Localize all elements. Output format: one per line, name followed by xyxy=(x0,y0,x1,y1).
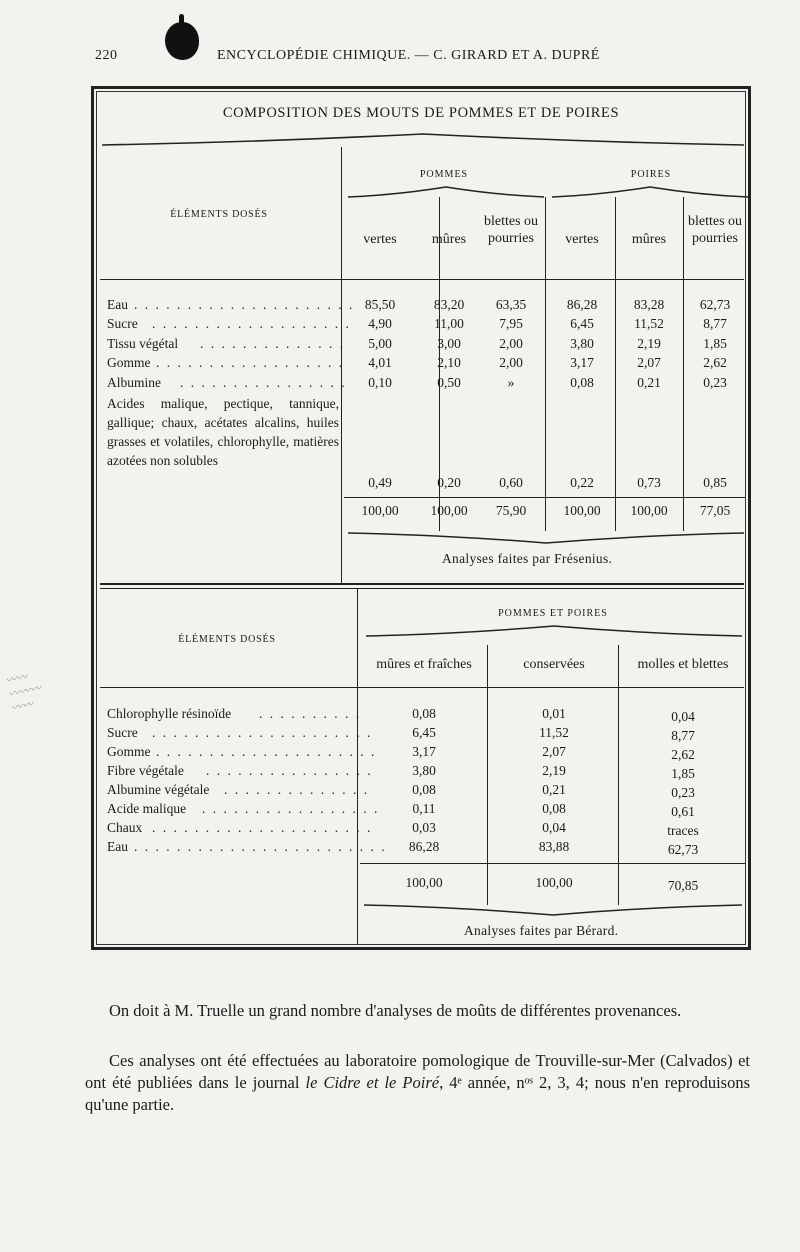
table2-cell: 8,77 xyxy=(671,728,695,743)
table2-total: 100,00 xyxy=(405,875,443,890)
table1-cell: 0,10 xyxy=(368,375,392,390)
running-head xyxy=(0,48,800,68)
table1-total: 100,00 xyxy=(563,503,601,518)
table1-cell: 1,85 xyxy=(703,336,727,351)
col-poires-mures: mûres xyxy=(631,232,667,247)
col-divider xyxy=(618,645,619,905)
group-pommes: POMMES xyxy=(419,169,469,180)
leader-dots: . . . . . . . . . . . . . . . . xyxy=(206,763,373,778)
page-number: 220 xyxy=(95,48,118,63)
col-pommes-blettes: blettes ou pourries xyxy=(483,214,539,246)
table1-cell: 2,00 xyxy=(499,336,523,351)
group-poires: POIRES xyxy=(630,169,672,180)
table2-row-header: ÉLÉMENTS DOSÉS xyxy=(178,634,276,645)
table1-cell: 6,45 xyxy=(570,316,594,331)
table2-cell: 62,73 xyxy=(667,842,699,857)
brace-pommes xyxy=(346,185,546,199)
paragraph-analyses-text: Ces analyses ont été effectuées au laboratoire pomologique de Trouville-sur-Mer (Calvados) et ont été publiées dans le journal xyxy=(85,1051,750,1092)
col-mures-fraiches: mûres et fraîches xyxy=(376,657,472,672)
table2-row-label: Chlorophylle résinoïde xyxy=(107,706,232,721)
table2-cell: 1,85 xyxy=(671,766,695,781)
leader-dots: . . . . . . . . . . . . . . . . xyxy=(180,375,347,390)
table1-row-label: Gomme xyxy=(107,355,151,370)
table1-row-header: ÉLÉMENTS DOSÉS xyxy=(170,209,268,220)
table1-cell: 4,01 xyxy=(368,355,392,370)
table1-cell: 2,10 xyxy=(437,355,461,370)
table1-cell: 0,50 xyxy=(437,375,461,390)
col-pommes-mures: mûres xyxy=(431,232,467,247)
leader-dots: . . . . . . . . . . . . . . . . . . . . . xyxy=(134,297,355,312)
table1-cell: 83,20 xyxy=(433,297,465,312)
table1-cell: 3,00 xyxy=(437,336,461,351)
paragraph-analyses xyxy=(85,1050,750,1116)
table1-row-label: Eau xyxy=(107,297,128,312)
table1-row-label: Albumine xyxy=(107,375,161,390)
table2-cell: 0,01 xyxy=(542,706,566,721)
table1-total-rule xyxy=(344,497,746,498)
table1-cell: 0,22 xyxy=(570,475,594,490)
table2-row-label: Sucre xyxy=(107,725,138,740)
table1-cell: 4,90 xyxy=(368,316,392,331)
table1-row-label: Sucre xyxy=(107,316,138,331)
table1-cell: 86,28 xyxy=(566,297,598,312)
col-molles-blettes: molles et blettes xyxy=(637,657,729,672)
leader-dots: . . . . . . . . . . . . . . . . . . . . . xyxy=(152,820,373,835)
table1-cell: 0,08 xyxy=(570,375,594,390)
table2-note: Analyses faites par Bérard. xyxy=(464,923,619,938)
table2-cell: traces xyxy=(667,823,699,838)
table2-group-brace xyxy=(364,624,744,638)
table2-cell: 0,08 xyxy=(542,801,566,816)
table2-row-label: Fibre végétale xyxy=(107,763,184,778)
leader-dots: . . . . . . . . . . . . . . . . . . xyxy=(156,355,345,370)
table1-cell: 0,21 xyxy=(637,375,661,390)
leader-dots: . . . . . . . . . . . . . . . . . . . . . xyxy=(156,744,377,759)
table2-cell: 3,17 xyxy=(412,744,436,759)
table2-bottom-brace xyxy=(362,903,744,917)
table1-cell: 63,35 xyxy=(495,297,527,312)
table2-cell: 0,04 xyxy=(542,820,566,835)
table2-cell: 2,62 xyxy=(671,747,695,762)
leader-dots: . . . . . . . . . . . . . . xyxy=(200,336,346,351)
col-conservees: conservées xyxy=(523,657,585,672)
table1-cell: 3,80 xyxy=(570,336,594,351)
table1-cell: 0,73 xyxy=(637,475,661,490)
table1-cell: 2,62 xyxy=(703,355,727,370)
journal-title: le Cidre et le Poiré xyxy=(305,1073,440,1092)
table1-cell: 83,28 xyxy=(633,297,665,312)
table2-header-rule xyxy=(100,687,744,688)
table2-row-label: Albumine végétale xyxy=(107,782,210,797)
table2-cell: 3,80 xyxy=(412,763,436,778)
table2-cell: 0,04 xyxy=(671,709,695,724)
table1-cell: 62,73 xyxy=(699,297,731,312)
table2-cell: 0,08 xyxy=(412,706,436,721)
table2-cell: 6,45 xyxy=(412,725,436,740)
table1-cell: 0,23 xyxy=(703,375,727,390)
leader-dots: . . . . . . . . . . . . . . . . . . . . . xyxy=(152,725,373,740)
leader-dots: . . . . . . . . . . . . . . . . . . . . . . . . xyxy=(134,839,387,854)
leader-dots: . . . . . . . . . . . . . . . . . xyxy=(202,801,380,816)
table2-row-label: Gomme xyxy=(107,744,151,759)
brace-poires xyxy=(550,185,750,199)
leader-dots: . . . . . . . . . . xyxy=(259,706,362,721)
table1-cell: 3,17 xyxy=(570,355,594,370)
table1-total: 100,00 xyxy=(430,503,468,518)
table-frame xyxy=(91,86,751,950)
table1-bottom-brace xyxy=(346,531,746,545)
table2-group: POMMES ET POIRES xyxy=(498,608,608,619)
table1-title: COMPOSITION DES MOUTS DE POMMES ET DE POIRES xyxy=(222,105,620,121)
table2-cell: 0,08 xyxy=(412,782,436,797)
table2-cell: 0,11 xyxy=(412,801,436,816)
table1-row-label: Tissu végétal xyxy=(107,336,179,351)
table1-cell: 2,19 xyxy=(637,336,661,351)
paragraph-analyses-tail: , 4ᵉ année, nᵒˢ 2, 3, 4; nous n'en reproduisons qu'une partie. xyxy=(85,1073,751,1114)
table1-cell: 2,07 xyxy=(637,355,661,370)
col-divider xyxy=(545,197,546,531)
table2-cell: 2,19 xyxy=(542,763,566,778)
running-title: ENCYCLOPÉDIE CHIMIQUE. — C. GIRARD ET A. DUPRÉ xyxy=(217,48,600,63)
table-separator xyxy=(100,583,744,585)
table1-cell: 5,00 xyxy=(368,336,392,351)
table2-row-label: Chaux xyxy=(107,820,143,835)
table1-header-rule xyxy=(100,279,744,280)
table1-cell: 11,00 xyxy=(434,316,464,331)
table1-cell: 0,49 xyxy=(368,475,392,490)
table2-row-label: Acide malique xyxy=(107,801,187,816)
leader-dots: . . . . . . . . . . . . . . xyxy=(224,782,370,797)
table1-cell: 0,85 xyxy=(703,475,727,490)
table1-total: 100,00 xyxy=(630,503,668,518)
table2-cell: 86,28 xyxy=(408,839,440,854)
table1-note: Analyses faites par Frésenius. xyxy=(442,551,613,566)
table1-cell: 8,77 xyxy=(703,316,727,331)
table1-total: 75,90 xyxy=(495,503,527,518)
table1-cell: 85,50 xyxy=(364,297,396,312)
table2-cell: 83,88 xyxy=(538,839,570,854)
table2-cell: 0,03 xyxy=(412,820,436,835)
table1-total: 77,05 xyxy=(699,503,731,518)
table1-cell: 7,95 xyxy=(499,316,523,331)
table1-row-label-acides: Acides malique, pectique, tannique, gallique; chaux, acétates alcalins, huiles grasses et volatiles, chlorophylle, matières azotées non solubles xyxy=(107,396,339,468)
table2-cell: 0,61 xyxy=(671,804,695,819)
table1-title-brace xyxy=(102,133,744,147)
table1-cell: 0,20 xyxy=(437,475,461,490)
paragraph-truelle-text: On doit à M. Truelle un grand nombre d'analyses de moûts de différentes provenances. xyxy=(109,1001,682,1020)
table2-total: 100,00 xyxy=(535,875,573,890)
table2-cell: 0,23 xyxy=(671,785,695,800)
table1-cell: » xyxy=(507,375,515,390)
leader-dots: . . . . . . . . . . . . . . . . . . . xyxy=(152,316,351,331)
table2-cell: 0,21 xyxy=(542,782,566,797)
table2-cell: 11,52 xyxy=(539,725,569,740)
table1-cell: 2,00 xyxy=(499,355,523,370)
table1-cell: 0,60 xyxy=(499,475,523,490)
table2-cell: 2,07 xyxy=(542,744,566,759)
table-separator-thin xyxy=(100,588,744,589)
margin-annotation: 〰〰 〰〰〰 〰〰 xyxy=(4,671,43,715)
table2-total: 70,85 xyxy=(667,878,699,893)
table2-row-label: Eau xyxy=(107,839,128,854)
col-pommes-vertes: vertes xyxy=(363,232,397,247)
paragraph-truelle xyxy=(85,1000,750,1022)
col-poires-vertes: vertes xyxy=(565,232,599,247)
table2-total-rule xyxy=(360,863,746,864)
col-poires-blettes: blettes ou pourries xyxy=(687,214,743,246)
table1-total: 100,00 xyxy=(361,503,399,518)
table1-cell: 11,52 xyxy=(634,316,664,331)
